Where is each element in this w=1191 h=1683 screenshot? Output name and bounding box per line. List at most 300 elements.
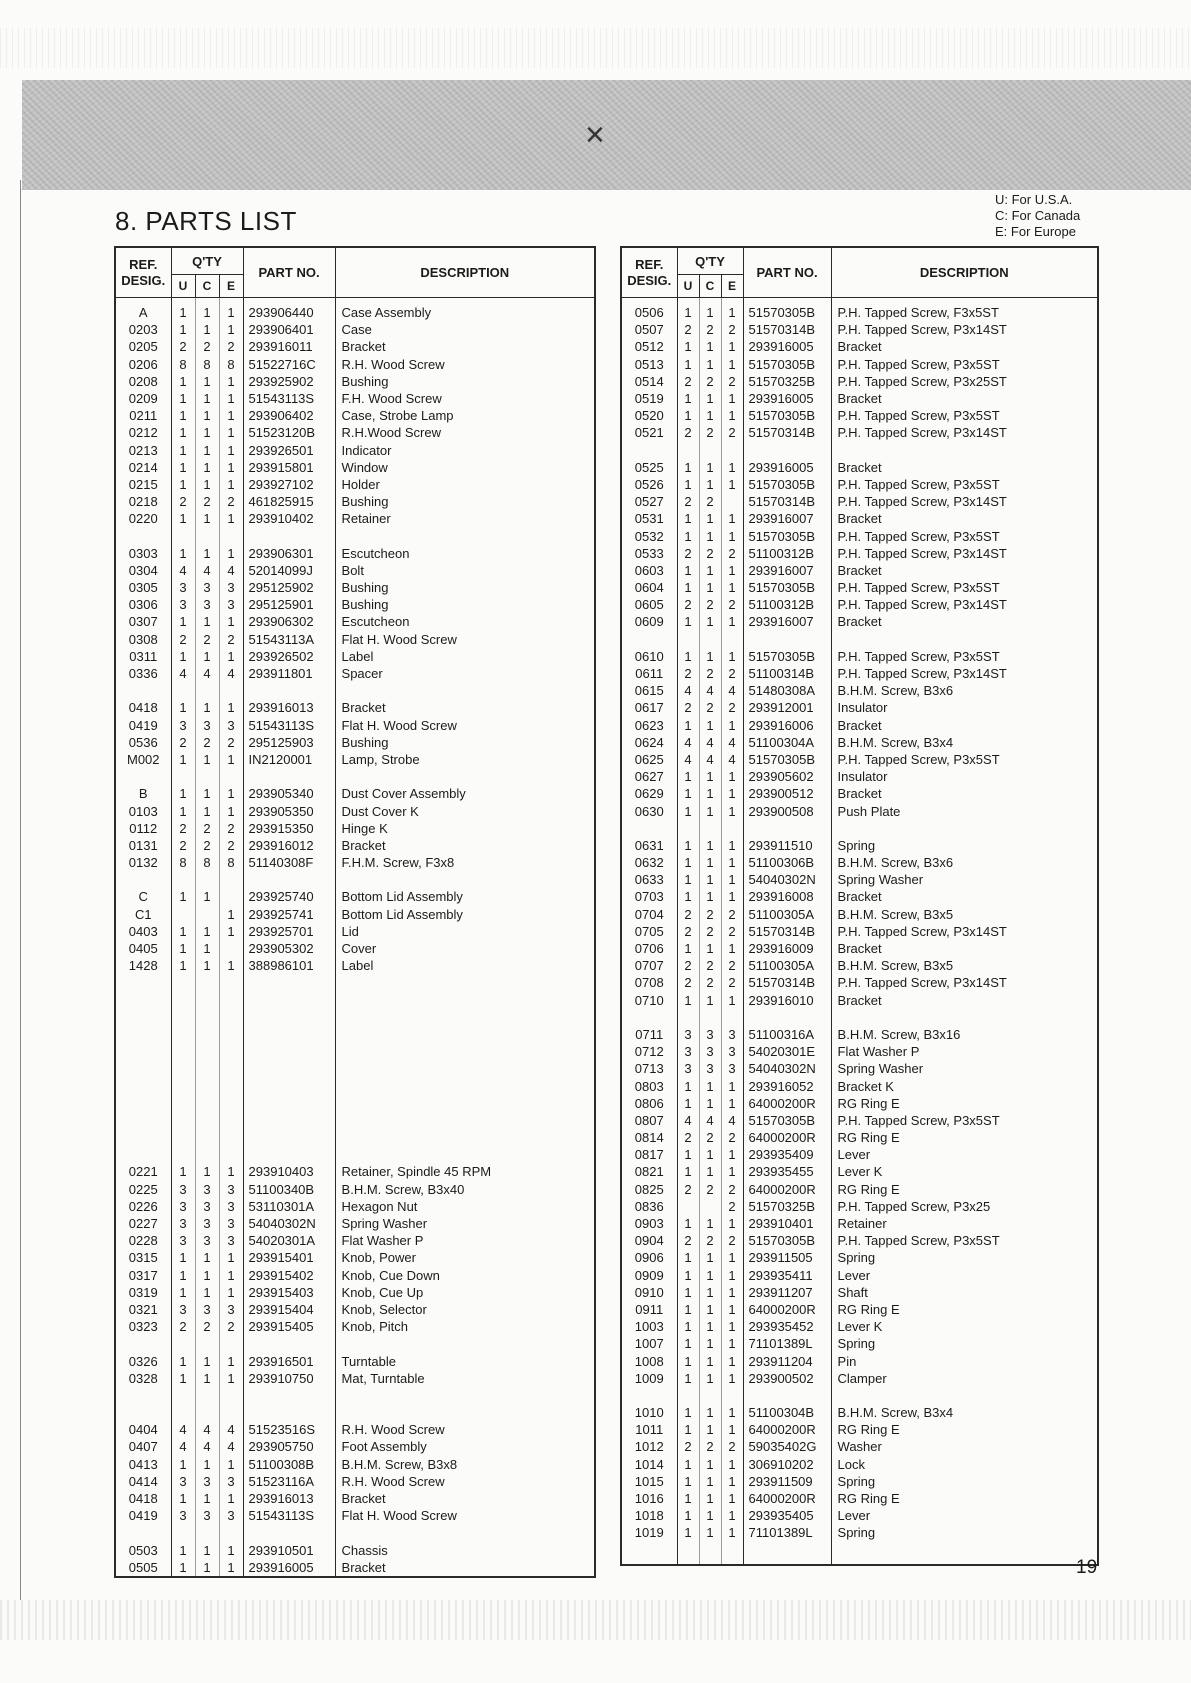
part-no-cell [243, 974, 335, 991]
part-no-cell: 293916005 [243, 1559, 335, 1576]
description-cell [335, 992, 595, 1009]
ref-desig-cell: 0630 [621, 802, 677, 819]
qty-c-cell: 1 [699, 1404, 721, 1421]
qty-c-cell [195, 1095, 219, 1112]
ref-desig-cell [115, 527, 171, 544]
qty-e-cell: 1 [721, 717, 743, 734]
description-cell: Spring [837, 1336, 876, 1352]
qty-u-cell [171, 1060, 195, 1077]
description-cell: Flat H. Wood Screw [341, 717, 457, 733]
description-cell: Lever [837, 1508, 871, 1524]
description-cell [831, 820, 1098, 837]
qty-u-cell: 1 [677, 1352, 699, 1369]
qty-c-cell: 1 [699, 613, 721, 630]
ref-desig-cell: 0825 [621, 1181, 677, 1198]
qty-u-cell: 1 [677, 1146, 699, 1163]
qty-e-cell: 2 [721, 699, 743, 716]
table-row [115, 957, 595, 974]
qty-e-cell: 1 [721, 476, 743, 493]
part-no-cell: 293910403 [243, 1163, 335, 1180]
ref-desig-cell: 1011 [621, 1421, 677, 1438]
description-cell: Bracket [837, 339, 882, 355]
part-no-cell: 293925740 [243, 888, 335, 905]
ref-desig-cell: C1 [115, 906, 171, 923]
qty-c-cell: 1 [699, 1335, 721, 1352]
table-row [115, 974, 595, 991]
qty-c-cell: 1 [699, 1284, 721, 1301]
part-no-cell: 293911509 [743, 1473, 831, 1490]
description-cell: Bracket K [837, 1078, 894, 1094]
description-cell: Bracket [837, 391, 882, 407]
qty-e-cell [219, 1077, 243, 1094]
qty-e-cell [721, 1009, 743, 1026]
qty-e-cell: 1 [219, 1284, 243, 1301]
description-cell: Mat, Turntable [341, 1370, 425, 1386]
ref-desig-cell: 1010 [621, 1404, 677, 1421]
ref-desig-cell [115, 1060, 171, 1077]
ref-desig-cell: 0713 [621, 1060, 677, 1077]
part-no-cell [243, 1524, 335, 1541]
part-no-cell: 293911204 [743, 1352, 831, 1369]
description-cell: B.H.M. Screw, B3x5 [837, 906, 954, 922]
ref-desig-cell: 0513 [621, 356, 677, 373]
qty-c-cell [195, 1129, 219, 1146]
description-cell: B.H.M. Screw, B3x6 [837, 855, 954, 871]
description-cell: P.H. Tapped Screw, P3x25 [837, 1198, 991, 1214]
ref-desig-cell: 0221 [115, 1163, 171, 1180]
table-row [115, 871, 595, 888]
qty-c-cell: 3 [699, 1060, 721, 1077]
qty-c-cell: 2 [195, 338, 219, 355]
qty-c-cell: 1 [699, 1301, 721, 1318]
description-cell [335, 1146, 595, 1163]
ref-desig-cell [621, 442, 677, 459]
table-row [115, 1301, 595, 1318]
description-cell: Pin [837, 1353, 857, 1369]
qty-c-cell: 3 [195, 1198, 219, 1215]
table-row [621, 699, 1098, 716]
ref-desig-cell: 0632 [621, 854, 677, 871]
qty-c-cell: 1 [195, 1542, 219, 1559]
qty-u-cell: 3 [677, 1026, 699, 1043]
qty-u-cell: 2 [677, 1438, 699, 1455]
ref-desig-cell: 0132 [115, 854, 171, 871]
table-row [115, 802, 595, 819]
table-row [115, 1232, 595, 1249]
qty-c-cell [195, 1146, 219, 1163]
qty-u-cell: 1 [171, 459, 195, 476]
part-no-cell [243, 992, 335, 1009]
qty-c-cell: 3 [195, 1301, 219, 1318]
description-cell: Bushing [341, 734, 389, 750]
qty-u-cell: 4 [171, 1421, 195, 1438]
qty-u-cell: 4 [171, 1438, 195, 1455]
ref-desig-cell: 0306 [115, 596, 171, 613]
qty-e-cell [219, 1026, 243, 1043]
part-no-cell: 64000200R [743, 1095, 831, 1112]
qty-c-cell: 1 [195, 1370, 219, 1387]
qty-c-cell: 1 [699, 1095, 721, 1112]
table-row [621, 1095, 1098, 1112]
table-row [621, 682, 1098, 699]
qty-e-cell: 1 [721, 390, 743, 407]
part-no-cell: 51523116A [243, 1473, 335, 1490]
part-no-cell: 51570305B [743, 579, 831, 596]
description-cell: Lever [837, 1267, 871, 1283]
part-no-cell: 51570305B [743, 356, 831, 373]
description-cell: B.H.M. Screw, B3x5 [837, 958, 954, 974]
registration-mark: × [585, 116, 605, 154]
description-cell [335, 768, 595, 785]
table-row [115, 442, 595, 459]
description-cell: Bracket [837, 941, 882, 957]
qty-u-cell: 1 [677, 407, 699, 424]
table-row [115, 888, 595, 905]
part-no-cell: 51480308A [743, 682, 831, 699]
table-row [621, 1112, 1098, 1129]
qty-u-cell: 1 [677, 940, 699, 957]
ref-desig-cell: 0625 [621, 751, 677, 768]
ref-desig-cell: 0533 [621, 545, 677, 562]
description-cell [335, 1335, 595, 1352]
qty-u-cell: 1 [171, 751, 195, 768]
qty-e-cell: 2 [219, 493, 243, 510]
ref-desig-cell: 0821 [621, 1163, 677, 1180]
qty-c-cell [195, 974, 219, 991]
qty-u-cell [171, 1026, 195, 1043]
qty-e-cell [219, 1335, 243, 1352]
qty-c-cell [195, 871, 219, 888]
part-no-cell [243, 1387, 335, 1404]
qty-e-cell [721, 493, 743, 510]
part-no-cell [243, 1335, 335, 1352]
qty-u-cell: 1 [171, 1163, 195, 1180]
table-filler-row [115, 1576, 595, 1577]
ref-desig-cell: 1009 [621, 1370, 677, 1387]
table-row [115, 1284, 595, 1301]
description-cell: Escutcheon [341, 614, 410, 630]
qty-c-cell: 4 [195, 1421, 219, 1438]
qty-u-cell: 1 [677, 298, 699, 322]
qty-u-cell: 8 [171, 356, 195, 373]
column-header-description: DESCRIPTION [335, 247, 595, 298]
qty-c-cell: 1 [195, 476, 219, 493]
description-cell: Cover [341, 941, 377, 957]
qty-e-cell: 1 [721, 768, 743, 785]
qty-c-cell: 1 [699, 476, 721, 493]
description-cell: Hinge K [341, 820, 388, 836]
ref-desig-cell: 0609 [621, 613, 677, 630]
part-no-cell: 51570314B [743, 321, 831, 338]
ref-desig-cell: 0336 [115, 665, 171, 682]
qty-c-cell: 1 [195, 785, 219, 802]
description-cell [335, 1524, 595, 1541]
table-row [115, 1490, 595, 1507]
description-cell: Push Plate [837, 803, 901, 819]
qty-e-cell: 3 [219, 717, 243, 734]
qty-u-cell [171, 1009, 195, 1026]
description-cell [335, 1026, 595, 1043]
qty-e-cell: 2 [721, 974, 743, 991]
table-row [621, 1473, 1098, 1490]
table-row [115, 356, 595, 373]
part-no-cell [243, 1404, 335, 1421]
part-no-cell: 293910501 [243, 1542, 335, 1559]
description-cell: Bottom Lid Assembly [341, 889, 463, 905]
qty-u-cell: 1 [677, 1370, 699, 1387]
part-no-cell: 293916005 [743, 390, 831, 407]
qty-u-cell: 2 [171, 837, 195, 854]
qty-u-cell: 1 [677, 648, 699, 665]
table-row [115, 476, 595, 493]
qty-c-cell: 2 [699, 957, 721, 974]
table-row [621, 1387, 1098, 1404]
qty-u-cell: 2 [677, 545, 699, 562]
table-row [115, 734, 595, 751]
table-row [621, 459, 1098, 476]
table-row [621, 1438, 1098, 1455]
filler-cell [219, 1576, 243, 1577]
part-no-cell: 293911207 [743, 1284, 831, 1301]
column-header-e: E [219, 275, 243, 298]
legend-europe: E: For Europe [995, 224, 1076, 239]
part-no-cell: 293915404 [243, 1301, 335, 1318]
qty-e-cell: 1 [721, 1318, 743, 1335]
qty-e-cell [219, 682, 243, 699]
part-no-cell: 293916007 [743, 562, 831, 579]
header-band [22, 80, 1191, 190]
description-cell: Shaft [837, 1284, 868, 1300]
qty-u-cell: 1 [171, 424, 195, 441]
qty-e-cell: 1 [721, 854, 743, 871]
description-cell: P.H. Tapped Screw, P3x14ST [837, 322, 1007, 338]
ref-desig-cell [115, 1404, 171, 1421]
ref-desig-cell: 0227 [115, 1215, 171, 1232]
qty-e-cell: 1 [219, 476, 243, 493]
qty-c-cell: 1 [195, 1352, 219, 1369]
description-cell [831, 631, 1098, 648]
table-row [115, 1095, 595, 1112]
table-row [115, 717, 595, 734]
qty-e-cell [219, 871, 243, 888]
table-row [621, 1318, 1098, 1335]
ref-desig-cell: 0308 [115, 631, 171, 648]
part-no-cell [243, 1112, 335, 1129]
description-cell: Spring Washer [341, 1216, 428, 1232]
part-no-cell [243, 1043, 335, 1060]
table-row [115, 648, 595, 665]
table-row [621, 923, 1098, 940]
qty-c-cell: 3 [699, 1043, 721, 1060]
qty-e-cell: 1 [721, 1301, 743, 1318]
ref-desig-cell: 0514 [621, 373, 677, 390]
description-cell: Lamp, Strobe [341, 751, 420, 767]
qty-e-cell [219, 1060, 243, 1077]
ref-desig-cell: 0712 [621, 1043, 677, 1060]
description-cell [335, 871, 595, 888]
qty-c-cell: 2 [699, 596, 721, 613]
qty-c-cell: 1 [195, 373, 219, 390]
filler-cell [115, 1576, 171, 1577]
qty-u-cell: 1 [171, 1370, 195, 1387]
part-no-cell: 51100308B [243, 1456, 335, 1473]
qty-e-cell: 1 [721, 1421, 743, 1438]
qty-e-cell [721, 820, 743, 837]
column-header-e: E [721, 275, 743, 298]
qty-e-cell: 4 [721, 751, 743, 768]
description-cell: Chassis [341, 1542, 388, 1558]
qty-u-cell: 1 [677, 1473, 699, 1490]
qty-e-cell: 4 [219, 1421, 243, 1438]
qty-u-cell [171, 1335, 195, 1352]
qty-u-cell [171, 1524, 195, 1541]
qty-c-cell [699, 631, 721, 648]
qty-c-cell: 1 [699, 648, 721, 665]
filler-cell [171, 1576, 195, 1577]
table-row [115, 338, 595, 355]
qty-e-cell [219, 1112, 243, 1129]
ref-desig-cell: 0419 [115, 717, 171, 734]
qty-c-cell: 1 [195, 648, 219, 665]
qty-e-cell: 2 [721, 957, 743, 974]
ref-desig-cell [115, 1077, 171, 1094]
part-no-cell: 53110301A [243, 1198, 335, 1215]
part-no-cell: 54040302N [743, 871, 831, 888]
qty-e-cell: 3 [721, 1060, 743, 1077]
description-cell: Bracket [837, 459, 882, 475]
part-no-cell: 51100304A [743, 734, 831, 751]
table-row [621, 424, 1098, 441]
description-cell: P.H. Tapped Screw, P3x14ST [837, 923, 1007, 939]
ref-desig-cell: 0208 [115, 373, 171, 390]
part-no-cell: 295125901 [243, 596, 335, 613]
description-cell: Clamper [837, 1370, 887, 1386]
qty-u-cell: 1 [171, 802, 195, 819]
qty-u-cell: 3 [171, 1181, 195, 1198]
part-no-cell: 293911510 [743, 837, 831, 854]
qty-e-cell: 1 [721, 1249, 743, 1266]
description-cell [335, 1043, 595, 1060]
qty-c-cell: 1 [699, 356, 721, 373]
part-no-cell: 51523120B [243, 424, 335, 441]
qty-u-cell [171, 682, 195, 699]
table-row [115, 1249, 595, 1266]
qty-u-cell: 3 [171, 1507, 195, 1524]
description-cell: Bracket [837, 992, 882, 1008]
table-row [115, 579, 595, 596]
qty-e-cell: 2 [721, 321, 743, 338]
qty-u-cell: 1 [677, 338, 699, 355]
qty-u-cell: 1 [677, 1524, 699, 1541]
qty-c-cell: 2 [195, 837, 219, 854]
qty-c-cell: 2 [699, 1438, 721, 1455]
qty-e-cell: 3 [721, 1043, 743, 1060]
ref-desig-cell [115, 1146, 171, 1163]
qty-u-cell: 1 [677, 579, 699, 596]
ref-desig-cell [115, 1129, 171, 1146]
qty-c-cell: 1 [195, 1163, 219, 1180]
description-cell: R.H.Wood Screw [341, 425, 441, 441]
description-cell: Retainer [341, 511, 391, 527]
qty-u-cell: 2 [171, 734, 195, 751]
ref-desig-cell: 1018 [621, 1507, 677, 1524]
ref-desig-cell: 0405 [115, 940, 171, 957]
filler-cell [743, 1542, 831, 1566]
ref-desig-cell: 0304 [115, 562, 171, 579]
ref-desig-cell: 0103 [115, 802, 171, 819]
qty-e-cell: 1 [219, 390, 243, 407]
table-row [621, 527, 1098, 544]
description-cell: B.H.M. Screw, B3x16 [837, 1026, 961, 1042]
description-cell: F.H.M. Screw, F3x8 [341, 855, 455, 871]
table-row [115, 854, 595, 871]
qty-c-cell: 1 [699, 785, 721, 802]
description-cell: Bracket [341, 339, 386, 355]
qty-c-cell: 1 [195, 802, 219, 819]
qty-c-cell [195, 527, 219, 544]
qty-c-cell [195, 1026, 219, 1043]
part-no-cell: 293915405 [243, 1318, 335, 1335]
qty-e-cell: 1 [219, 545, 243, 562]
qty-u-cell: 1 [677, 785, 699, 802]
qty-u-cell: 2 [677, 665, 699, 682]
column-header-c: C [195, 275, 219, 298]
description-cell: Escutcheon [341, 545, 410, 561]
table-row [115, 1215, 595, 1232]
qty-e-cell: 2 [219, 338, 243, 355]
ref-desig-cell: 1428 [115, 957, 171, 974]
part-no-cell: 293905340 [243, 785, 335, 802]
qty-c-cell: 1 [195, 613, 219, 630]
qty-e-cell: 1 [721, 562, 743, 579]
table-row [621, 1404, 1098, 1421]
table-row [621, 476, 1098, 493]
qty-e-cell [219, 992, 243, 1009]
qty-e-cell: 1 [219, 407, 243, 424]
ref-desig-cell: 0803 [621, 1077, 677, 1094]
table-row [115, 1198, 595, 1215]
ref-desig-cell [115, 1335, 171, 1352]
part-no-cell: 51570305B [743, 527, 831, 544]
description-cell: B.H.M. Screw, B3x40 [341, 1181, 465, 1197]
ref-desig-cell: 1015 [621, 1473, 677, 1490]
ref-desig-cell [621, 1387, 677, 1404]
ref-desig-cell [621, 820, 677, 837]
qty-c-cell: 3 [195, 579, 219, 596]
qty-e-cell [219, 1524, 243, 1541]
qty-c-cell: 1 [195, 442, 219, 459]
qty-c-cell: 3 [195, 1507, 219, 1524]
qty-u-cell: 1 [171, 1267, 195, 1284]
description-cell [335, 1404, 595, 1421]
part-no-cell: 51570305B [743, 1112, 831, 1129]
qty-u-cell: 1 [677, 476, 699, 493]
qty-c-cell: 1 [699, 1524, 721, 1541]
qty-u-cell: 1 [171, 407, 195, 424]
qty-c-cell: 2 [699, 373, 721, 390]
table-row [621, 751, 1098, 768]
description-cell: Dust Cover K [341, 803, 419, 819]
table-row [115, 1318, 595, 1335]
table-row [621, 992, 1098, 1009]
description-cell: Retainer, Spindle 45 RPM [341, 1164, 492, 1180]
qty-u-cell: 3 [171, 1232, 195, 1249]
table-row [115, 751, 595, 768]
qty-c-cell: 2 [699, 1181, 721, 1198]
qty-c-cell: 1 [699, 837, 721, 854]
table-row [621, 1043, 1098, 1060]
qty-e-cell: 1 [219, 424, 243, 441]
